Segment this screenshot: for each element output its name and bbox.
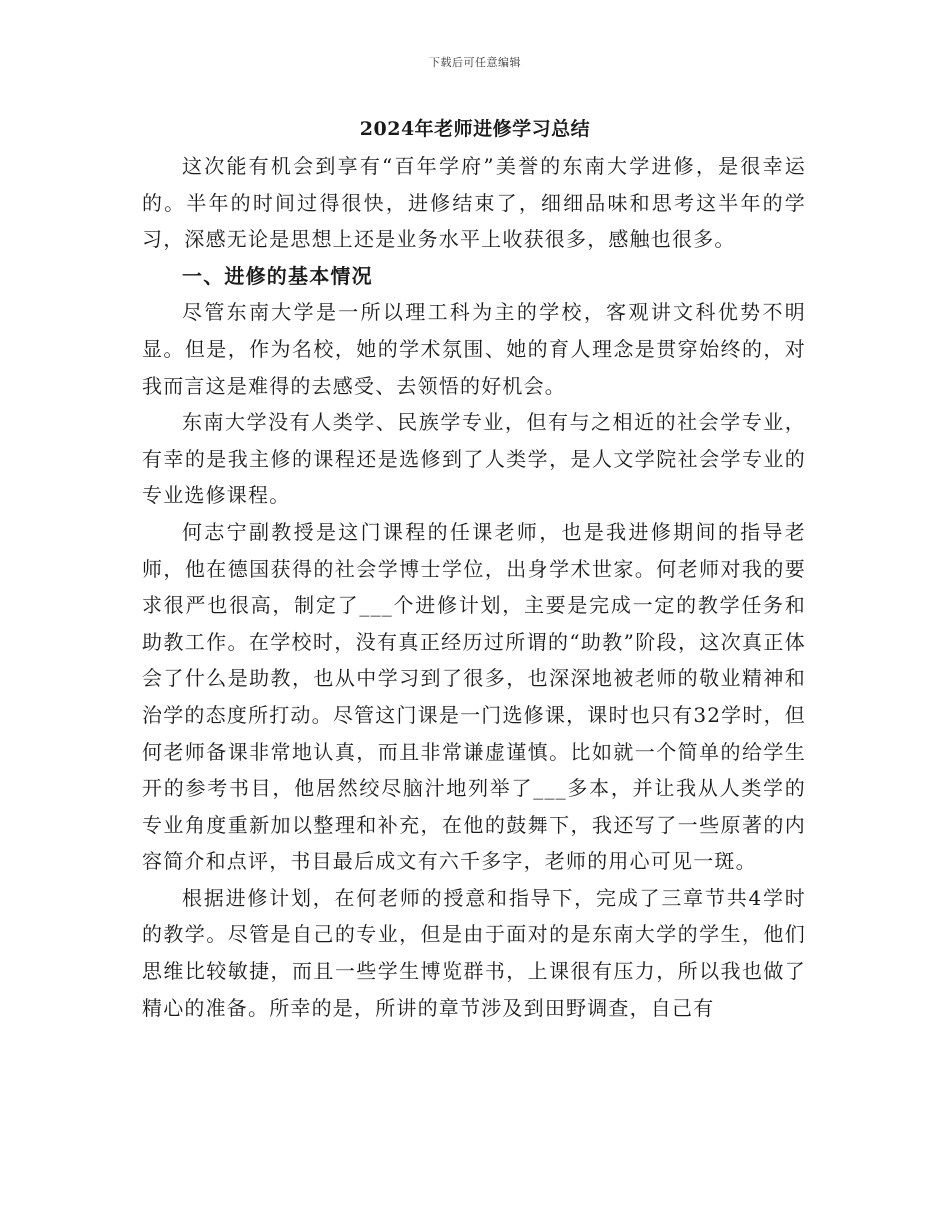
page-header-note: 下载后可任意编辑 [429, 56, 521, 69]
body-paragraph: 东南大学没有人类学、民族学专业，但有与之相近的社会学专业，有幸的是我主修的课程还是选修到了人类学，是人文学院社会学专业的专业选修课程。 [142, 410, 806, 508]
document-title: 2024年老师进修学习总结 [359, 118, 591, 140]
body-paragraph: 何志宁副教授是这门课程的任课老师，也是我进修期间的指导老师，他在德国获得的社会学博士学位，出身学术世家。何老师对我的要求很严也很高，制定了___个进修计划，主要是完成一定的教学任务和助教工作。在学校时，没有真正经历过所谓的“助教”阶段，这次真正体会了什么是助教，也从中学习到了很多，也深深地被老师的敬业精神和治学的态度所打动。尽管这门课是一门选修课，课时也只有32学时，但何老师备课非常地认真，而且非常谦虚谨慎。比如就一个简单的给学生开的参考书目，他居然绞尽脑汁地列举了___多本，并让我从人类学的专业角度重新加以整理和补充，在他的鼓舞下，我还写了一些原著的内容简介和点评，书目最后成文有六千多字，老师的用心可见一斑。 [142, 519, 806, 874]
document-body [142, 148, 806, 1026]
section-heading: 一、进修的基本情况 [182, 263, 373, 288]
body-paragraph: 根据进修计划，在何老师的授意和指导下，完成了三章节共4学时的教学。尽管是自己的专业，但是由于面对的是东南大学的学生，他们思维比较敏捷，而且一些学生博览群书，上课很有压力，所以我也做了精心的准备。所幸的是，所讲的章节涉及到田野调查，自己有 [142, 885, 806, 1020]
intro-paragraph: 这次能有机会到享有“百年学府”美誉的东南大学进修，是很幸运的。半年的时间过得很快，进修结束了，细细品味和思考这半年的学习，深感无论是思想上还是业务水平上收获很多，感触也很多。 [142, 154, 806, 252]
body-paragraph: 尽管东南大学是一所以理工科为主的学校，客观讲文科优势不明显。但是，作为名校，她的学术氛围、她的育人理念是贯穿始终的，对我而言这是难得的去感受、去领悟的好机会。 [142, 300, 806, 398]
